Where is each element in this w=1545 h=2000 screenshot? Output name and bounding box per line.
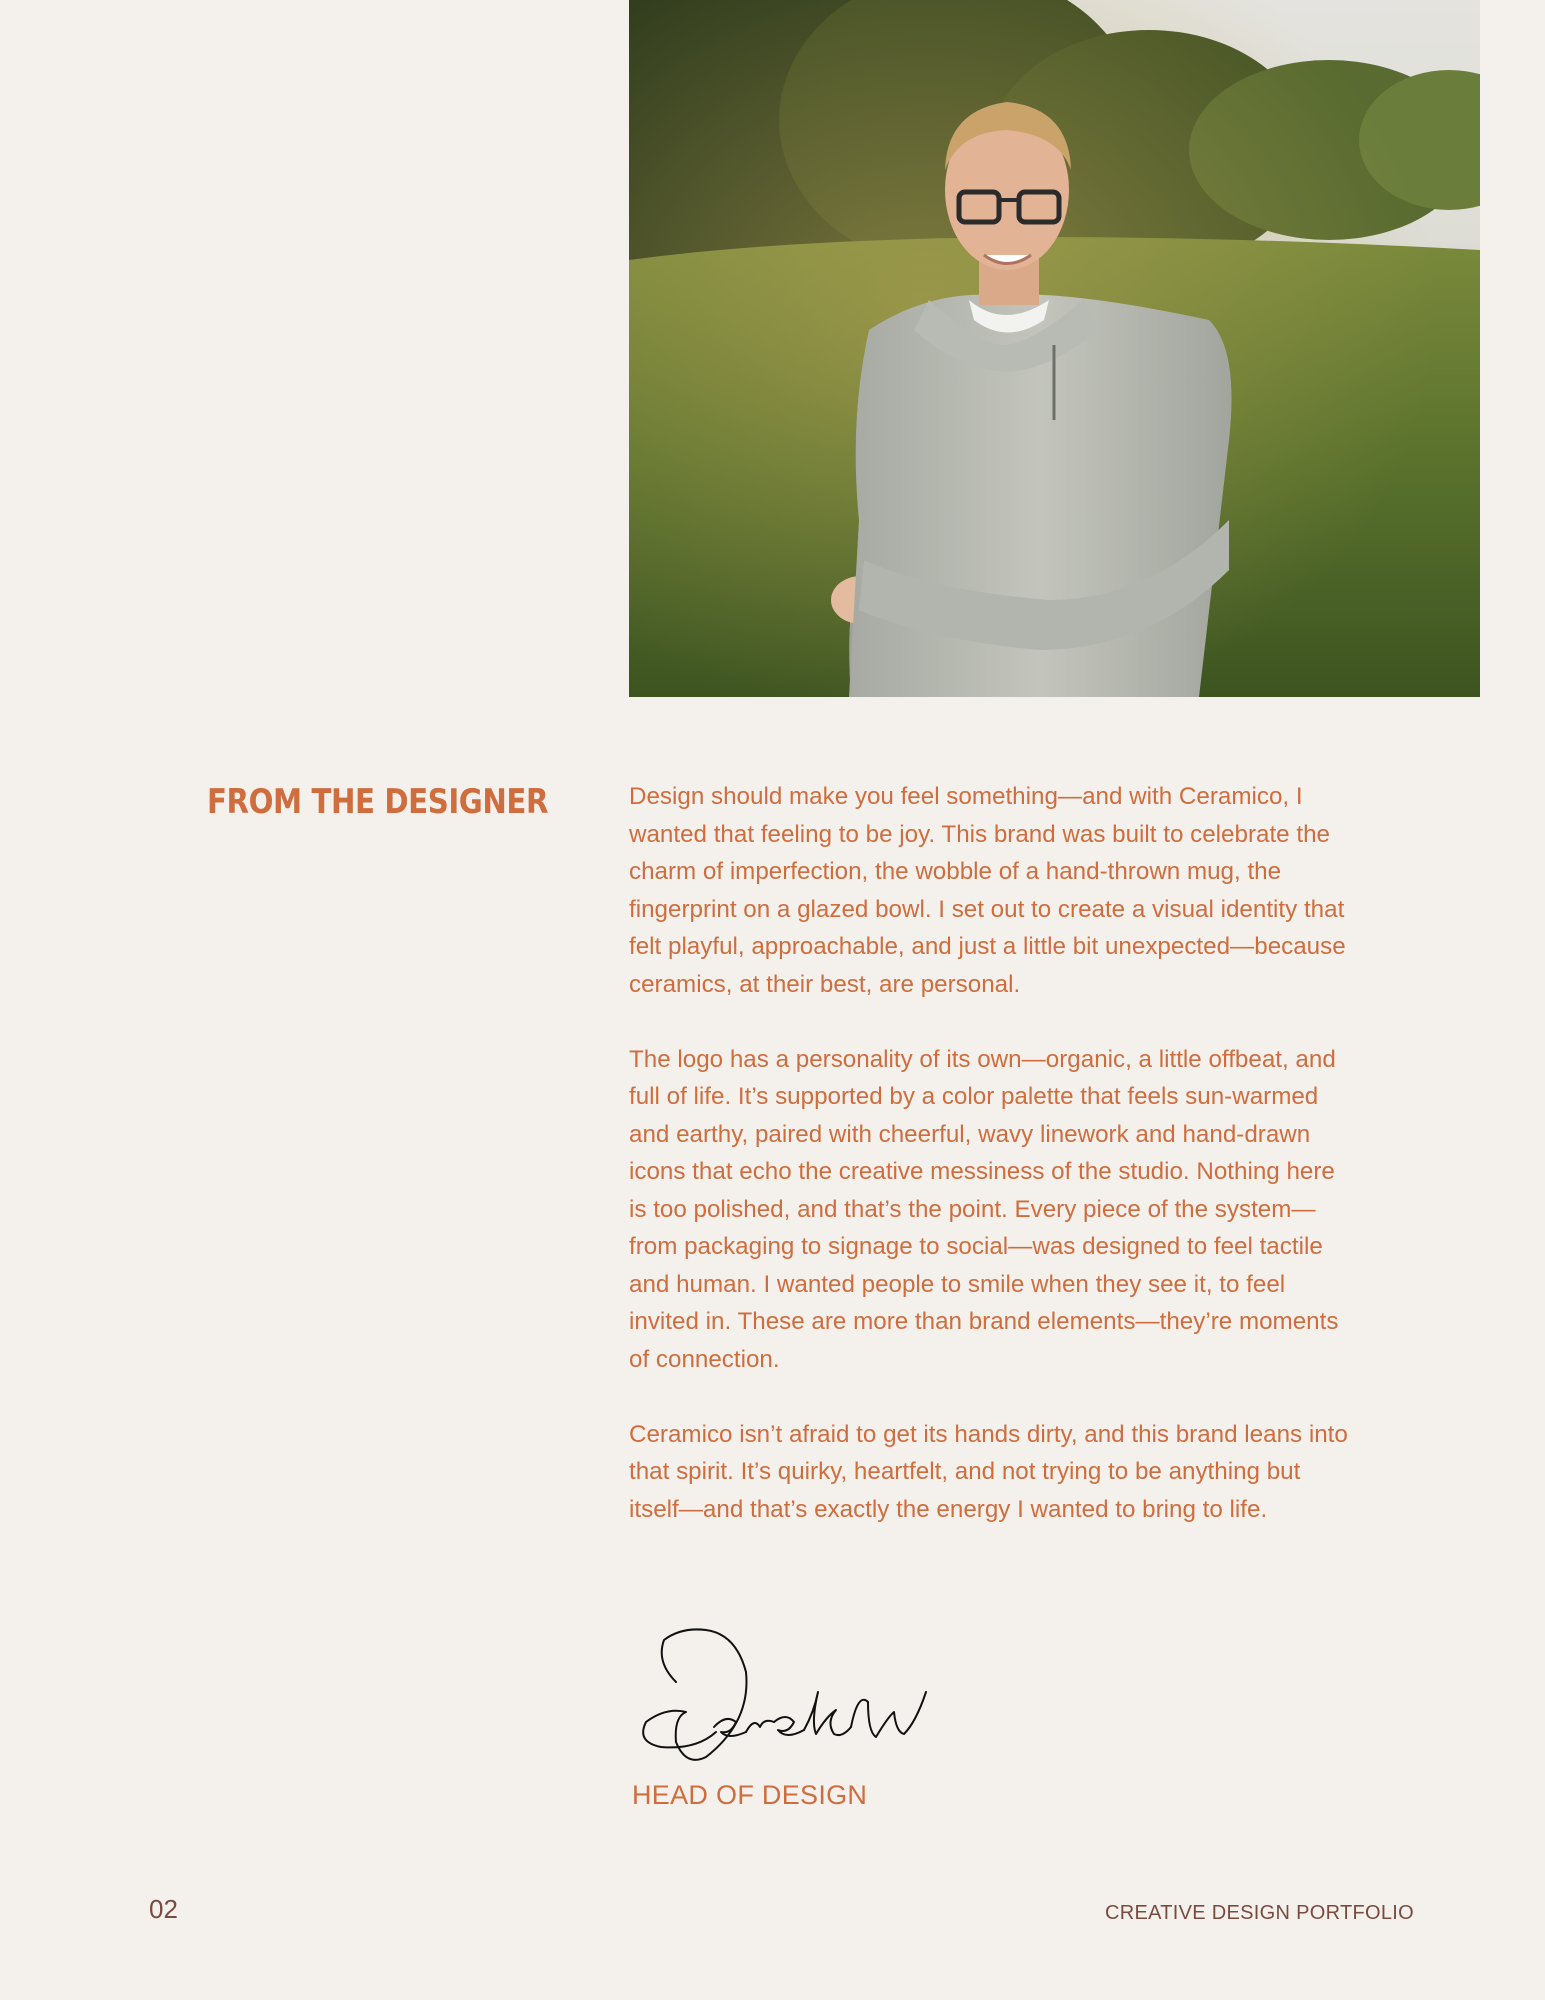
statement-paragraph: Design should make you feel something—and with Ceramico, I wanted that feeling to be joy. This brand was built to celebrate the charm of imperfection, the wobble of a hand-thrown mug, the fingerprint on a glazed bowl. I set out to create a visual identity that felt playful, approachable, and just a little bit unexpected—because ceramics, at their best, are personal. <box>629 783 1346 998</box>
signature <box>636 1622 936 1772</box>
designer-statement <box>629 778 1349 1566</box>
page-number: 02 <box>149 1894 178 1924</box>
statement-paragraph: The logo has a personality of its own—organic, a little offbeat, and full of life. It’s supported by a color palette that feels sun-warmed and earthy, paired with cheerful, wavy linework and hand-drawn icons that echo the creative messiness of the studio. Nothing here is too polished, and that’s the point. Every piece of the system—from packaging to signage to social—was designed to feel tactile and human. I wanted people to smile when they see it, to feel invited in. These are more than brand elements—they’re moments of connection. <box>629 1045 1339 1373</box>
portfolio-label: CREATIVE DESIGN PORTFOLIO <box>1104 1902 1414 1924</box>
statement-paragraph: Ceramico isn’t afraid to get its hands dirty, and this brand leans into that spirit. It’s quirky, heartfelt, and not trying to be anything but itself—and that’s exactly the energy I wanted to bring to life. <box>629 1420 1348 1523</box>
signatory-role: HEAD OF DESIGN <box>632 1780 868 1810</box>
section-heading: FROM THE DESIGNER <box>207 782 549 822</box>
designer-portrait-photo <box>629 0 1480 697</box>
